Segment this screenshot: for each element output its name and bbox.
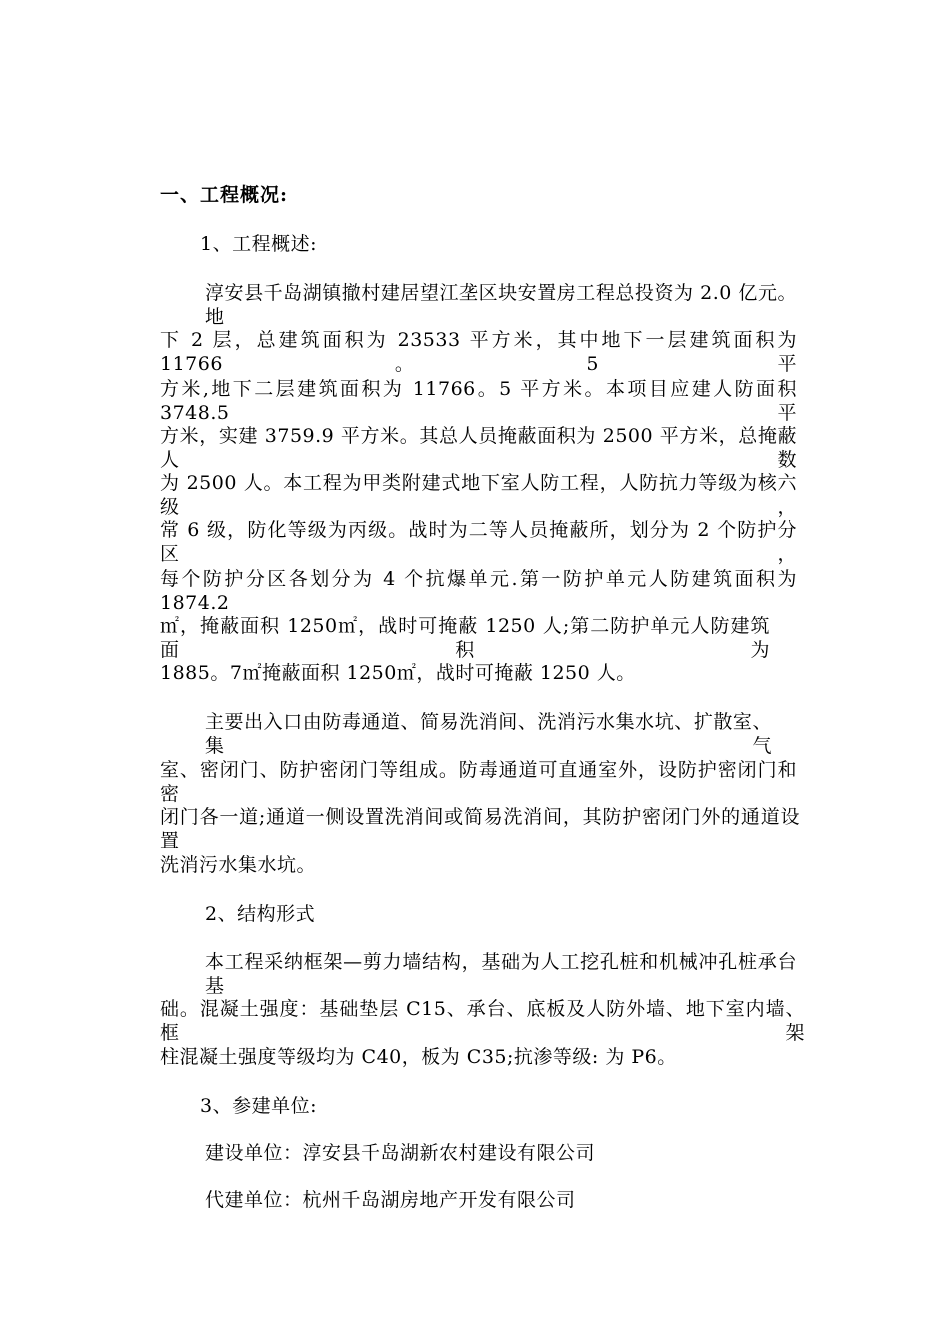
paragraph-line: 本工程采纳框架—剪力墙结构，基础为人工挖孔桩和机械冲孔桩承台基 <box>205 951 797 997</box>
section-title: 一、工程概况: <box>160 184 289 206</box>
paragraph-line: 主要出入口由防毒通道、简易洗消间、洗消污水集水坑、扩散室、集气 <box>205 711 772 757</box>
subsection-title-structure: 2、结构形式 <box>205 903 316 925</box>
list-item: 代建单位：杭州千岛湖房地产开发有限公司 <box>205 1189 576 1211</box>
subsection-title-participants: 3、参建单位: <box>200 1095 317 1117</box>
paragraph-line: 淳安县千岛湖镇撤村建居望江垄区块安置房工程总投资为 2.0 亿元。地 <box>205 282 797 328</box>
paragraph-line: 柱混凝土强度等级均为 C40，板为 C35;抗渗等级: 为 P6。 <box>160 1046 677 1068</box>
list-item: 建设单位：淳安县千岛湖新农村建设有限公司 <box>205 1142 596 1164</box>
paragraph-line: 闭门各一道;通道一侧设置洗消间或简易洗消间，其防护密闭门外的通道设置 <box>160 806 800 852</box>
paragraph-line: 方米,地下二层建筑面积为 11766。5 平方米。本项目应建人防面积 3748.5 平 <box>160 378 797 424</box>
subsection-title-overview: 1、工程概述: <box>200 233 317 255</box>
paragraph-line: 洗消污水集水坑。 <box>160 854 317 876</box>
paragraph-line: 常 6 级，防化等级为丙级。战时为二等人员掩蔽所，划分为 2 个防护分区， <box>160 519 797 565</box>
paragraph-line: ㎡，掩蔽面积 1250㎡，战时可掩蔽 1250 人;第二防护单元人防建筑面积为 <box>160 615 770 661</box>
paragraph-line: 方米，实建 3759.9 平方米。其总人员掩蔽面积为 2500 平方米，总掩蔽人数 <box>160 425 797 471</box>
paragraph-line: 为 2500 人。本工程为甲类附建式地下室人防工程，人防抗力等级为核六级， <box>160 472 797 518</box>
paragraph-line: 1885。7㎡掩蔽面积 1250㎡，战时可掩蔽 1250 人。 <box>160 662 636 684</box>
paragraph-line: 室、密闭门、防护密闭门等组成。防毒通道可直通室外，设防护密闭门和密 <box>160 759 797 805</box>
paragraph-line: 每个防护分区各划分为 4 个抗爆单元.第一防护单元人防建筑面积为 1874.2 <box>160 568 797 614</box>
paragraph-line: 下 2 层，总建筑面积为 23533 平方米，其中地下一层建筑面积为 11766。5 平 <box>160 329 797 375</box>
paragraph-line: 础。混凝土强度：基础垫层 C15、承台、底板及人防外墙、地下室内墙、框架 <box>160 998 805 1044</box>
